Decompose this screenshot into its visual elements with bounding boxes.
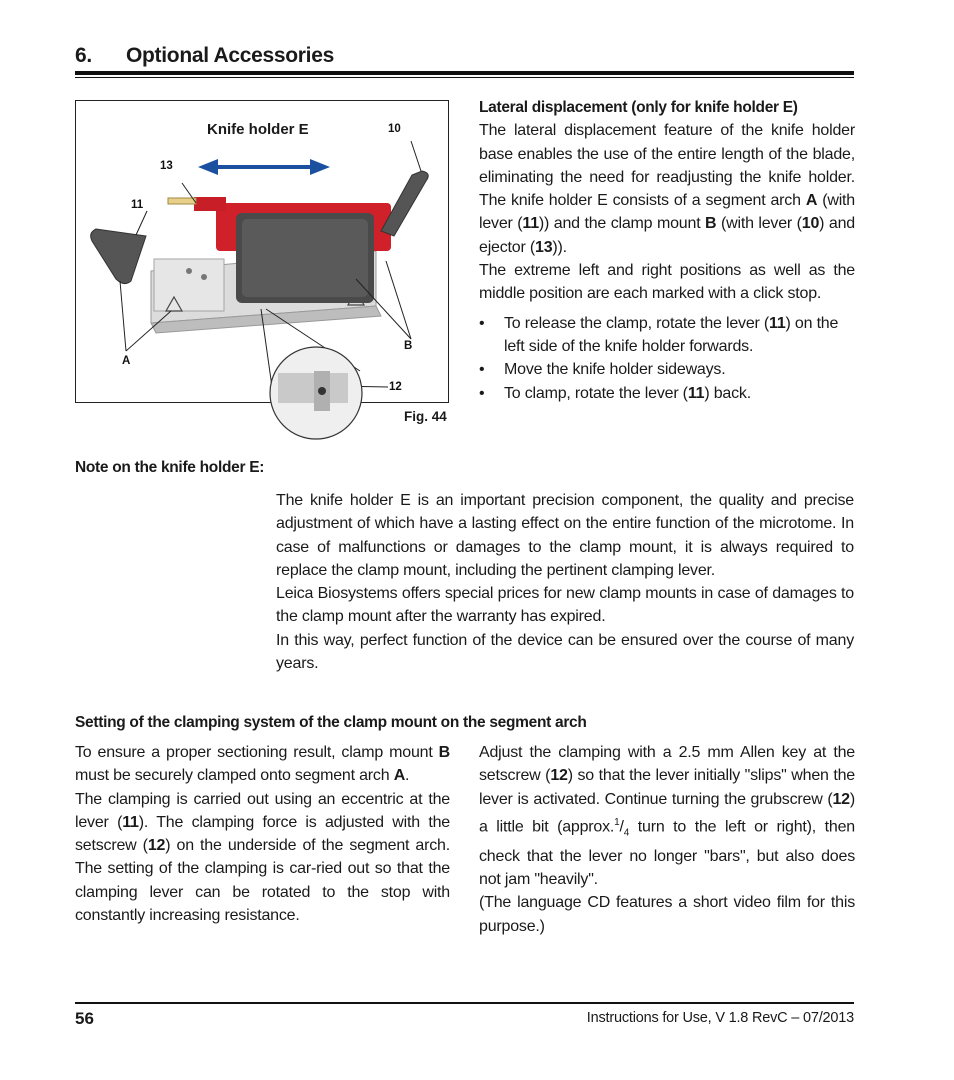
note-body <box>276 489 854 675</box>
label-12: 12 <box>389 381 402 393</box>
setting-right-paragraph-2: (The language CD features a short video film for this purpose.) <box>479 894 855 935</box>
list-item: • To clamp, rotate the lever (11) back. <box>479 384 751 402</box>
lateral-bullet-list <box>479 312 855 405</box>
lateral-paragraph-1: The lateral displacement feature of the knife holder base enables the use of the entire length of the blade, eliminating the need for readjusting the knife holder. The knife holder E consists of a segment arch A (with lever (11)) and the clamp mount B (with lever (10) and ejector (13)). <box>479 122 856 256</box>
footer-rule <box>75 1002 854 1004</box>
label-10: 10 <box>388 123 401 135</box>
footer-document-info: Instructions for Use, V 1.8 RevC – 07/2013 <box>586 1010 854 1026</box>
label-B: B <box>404 340 413 352</box>
figure-caption: Fig. 44 <box>404 409 447 424</box>
setting-heading: Setting of the clamping system of the clamp mount on the segment arch <box>75 714 587 731</box>
header-rule-thin <box>75 77 854 78</box>
setting-left-paragraph-2: The clamping is carried out using an eccentric at the lever (11). The clamping force is adjusted with the setscrew (12) on the underside of the segment arch. The setting of the clamping is car-ried out so that the clamping lever can be rotated to the stop with constantly increasing resistance. <box>75 790 451 925</box>
section-title: Optional Accessories <box>126 44 334 67</box>
section-number: 6. <box>75 44 92 67</box>
figure-title: Knife holder E <box>207 121 309 138</box>
note-paragraph-2: Leica Biosystems offers special prices for new clamp mounts in case of damages to the clamp mount after the warranty has expired. <box>276 585 854 626</box>
lateral-paragraph-2: The extreme left and right positions as well as the middle position are each marked with a click stop. <box>479 262 855 303</box>
lateral-displacement-section <box>479 96 855 405</box>
figure-knife-holder <box>75 100 449 403</box>
list-item: • To release the clamp, rotate the lever (11) on the left side of the knife holder forwards. <box>479 314 839 355</box>
setting-left-paragraph-1: To ensure a proper sectioning result, clamp mount B must be securely clamped onto segment arch A. <box>75 744 450 785</box>
label-A: A <box>122 355 131 367</box>
note-paragraph-3: In this way, perfect function of the device can be ensured over the course of many years. <box>276 631 854 673</box>
section-heading <box>75 44 334 68</box>
setting-right-paragraph-1: Adjust the clamping with a 2.5 mm Allen key at the setscrew (12) so that the lever initially "slips" when the lever is activated. Continue turning the grubscrew (12) a little bit ($approx.^1/_4$ turn to the left or right), then check that the lever no longer "bars", but also does not jam "heavily". <box>479 744 856 888</box>
label-13: 13 <box>160 160 173 172</box>
lateral-heading: Lateral displacement (only for knife holder E) <box>479 99 798 116</box>
setting-left-column <box>75 741 450 927</box>
note-paragraph-1: The knife holder E is an important precision component, the quality and precise adjustment of which have a lasting effect on the entire function of the microtome. In case of malfunctions or damages to the clamp mount, it is always required to replace the clamp mount, including the pertinent clamping lever. <box>276 492 854 579</box>
list-item: • Move the knife holder sideways. <box>479 361 726 379</box>
header-rule-thick <box>75 71 854 75</box>
page-number: 56 <box>75 1009 94 1028</box>
label-11: 11 <box>131 199 144 211</box>
setting-right-column <box>479 741 855 938</box>
note-heading: Note on the knife holder E: <box>75 459 265 476</box>
